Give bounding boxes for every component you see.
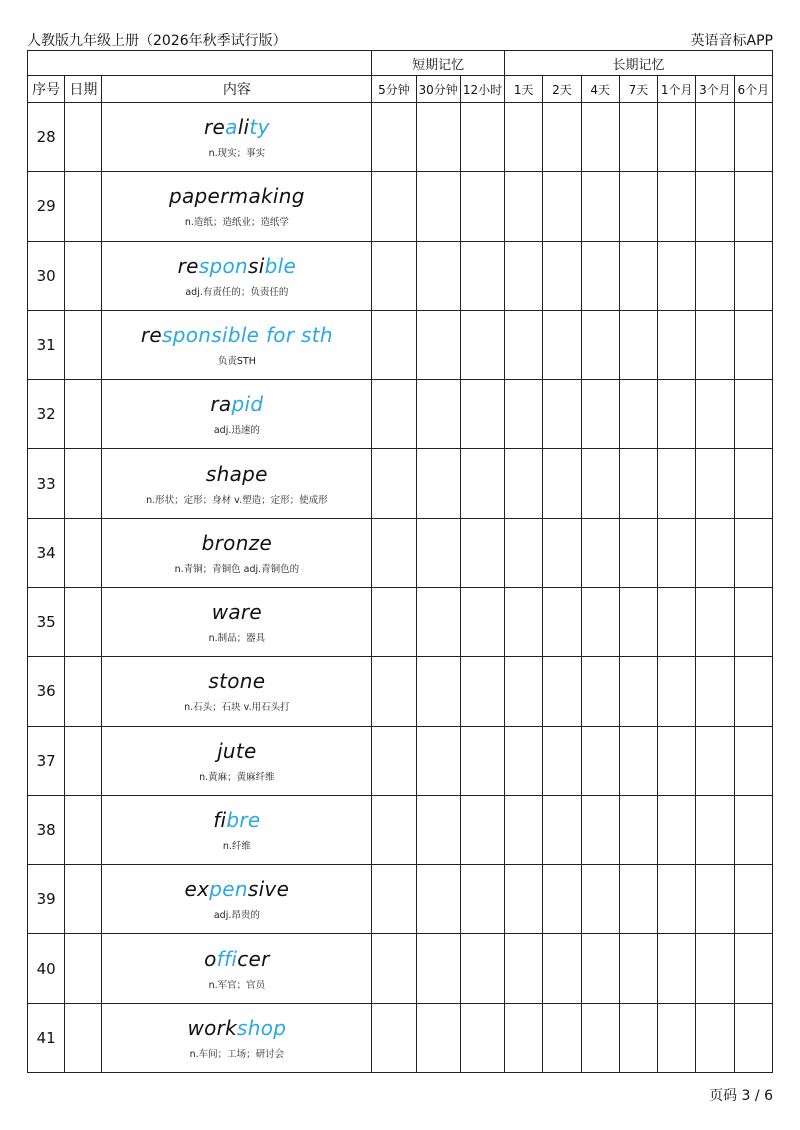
long-interval-header: 6个月 xyxy=(734,76,772,103)
review-check-cell[interactable] xyxy=(696,726,734,795)
review-check-cell[interactable] xyxy=(543,241,581,310)
review-check-cell[interactable] xyxy=(658,380,696,449)
word-meaning: adj.昂贵的 xyxy=(213,910,260,922)
review-check-cell[interactable] xyxy=(619,241,657,310)
review-check-cell[interactable] xyxy=(505,934,543,1003)
index-header: 序号 xyxy=(28,76,65,103)
word xyxy=(102,114,371,140)
review-check-cell[interactable] xyxy=(581,1003,619,1072)
table-row xyxy=(28,865,773,934)
review-check-cell[interactable] xyxy=(543,865,581,934)
review-check-cell[interactable] xyxy=(581,103,619,172)
table-row xyxy=(28,657,773,726)
word xyxy=(102,530,371,556)
review-check-cell[interactable] xyxy=(619,865,657,934)
word xyxy=(102,946,371,972)
review-check-cell[interactable] xyxy=(734,795,772,864)
table-row xyxy=(28,310,773,379)
review-check-cell[interactable] xyxy=(619,934,657,1003)
row-number: 41 xyxy=(28,1003,65,1072)
row-number: 31 xyxy=(28,310,65,379)
word xyxy=(102,183,371,209)
page-number: 页码 3 / 6 xyxy=(709,1088,773,1104)
review-check-cell[interactable] xyxy=(460,865,504,934)
review-check-cell[interactable] xyxy=(619,1003,657,1072)
date-header: 日期 xyxy=(65,76,102,103)
review-check-cell[interactable] xyxy=(543,449,581,518)
review-check-cell[interactable] xyxy=(505,380,543,449)
highlighted-syllable: ffi xyxy=(216,946,238,971)
review-check-cell[interactable] xyxy=(460,1003,504,1072)
review-check-cell[interactable] xyxy=(581,587,619,656)
content-header: 内容 xyxy=(102,76,372,103)
content-cell xyxy=(102,795,372,864)
review-check-cell[interactable] xyxy=(416,310,460,379)
content-cell xyxy=(102,380,372,449)
syllable: li xyxy=(237,115,250,140)
date-cell[interactable] xyxy=(65,172,102,241)
word xyxy=(102,1015,371,1041)
short-interval-header: 30分钟 xyxy=(416,76,460,103)
review-check-cell[interactable] xyxy=(696,380,734,449)
review-check-cell[interactable] xyxy=(581,657,619,726)
row-number: 37 xyxy=(28,726,65,795)
review-check-cell[interactable] xyxy=(416,172,460,241)
word xyxy=(102,738,371,764)
long-term-header: 长期记忆 xyxy=(505,51,773,76)
table-row xyxy=(28,587,773,656)
review-check-cell[interactable] xyxy=(581,795,619,864)
review-check-cell[interactable] xyxy=(460,380,504,449)
syllable: shape xyxy=(205,461,268,486)
review-check-cell[interactable] xyxy=(619,726,657,795)
row-number: 34 xyxy=(28,518,65,587)
review-check-cell[interactable] xyxy=(505,103,543,172)
syllable: ex xyxy=(184,877,210,902)
row-number: 32 xyxy=(28,380,65,449)
review-check-cell[interactable] xyxy=(619,103,657,172)
table-body xyxy=(28,103,773,1073)
review-check-cell[interactable] xyxy=(543,726,581,795)
review-check-cell[interactable] xyxy=(505,657,543,726)
review-check-cell[interactable] xyxy=(696,657,734,726)
word xyxy=(102,876,371,902)
highlighted-syllable: ty xyxy=(249,115,270,140)
review-check-cell[interactable] xyxy=(460,172,504,241)
review-check-cell[interactable] xyxy=(619,518,657,587)
review-check-cell[interactable] xyxy=(619,449,657,518)
long-interval-header: 2天 xyxy=(543,76,581,103)
date-cell[interactable] xyxy=(65,518,102,587)
review-check-cell[interactable] xyxy=(696,587,734,656)
syllable: jute xyxy=(217,738,257,763)
highlighted-syllable: ble xyxy=(264,253,297,278)
review-check-cell[interactable] xyxy=(460,310,504,379)
short-interval-header: 12小时 xyxy=(460,76,504,103)
review-check-cell[interactable] xyxy=(372,103,416,172)
table-row xyxy=(28,380,773,449)
review-check-cell[interactable] xyxy=(543,657,581,726)
review-check-cell[interactable] xyxy=(505,795,543,864)
review-check-cell[interactable] xyxy=(460,657,504,726)
review-check-cell[interactable] xyxy=(581,380,619,449)
review-check-cell[interactable] xyxy=(460,449,504,518)
content-cell xyxy=(102,934,372,1003)
date-cell[interactable] xyxy=(65,865,102,934)
date-cell[interactable] xyxy=(65,657,102,726)
row-number: 36 xyxy=(28,657,65,726)
short-interval-header: 5分钟 xyxy=(372,76,416,103)
word-meaning: n.黄麻；黄麻纤维 xyxy=(199,771,275,783)
review-check-cell[interactable] xyxy=(658,172,696,241)
word-meaning: n.车间；工场；研讨会 xyxy=(189,1048,285,1060)
review-check-cell[interactable] xyxy=(696,103,734,172)
review-check-cell[interactable] xyxy=(658,657,696,726)
row-number: 29 xyxy=(28,172,65,241)
word xyxy=(102,807,371,833)
review-check-cell[interactable] xyxy=(460,518,504,587)
content-cell xyxy=(102,657,372,726)
date-cell[interactable] xyxy=(65,103,102,172)
review-check-cell[interactable] xyxy=(460,241,504,310)
syllable: papermaking xyxy=(168,184,305,209)
review-check-cell[interactable] xyxy=(581,518,619,587)
long-interval-header: 4天 xyxy=(581,76,619,103)
review-check-cell[interactable] xyxy=(372,934,416,1003)
review-check-cell[interactable] xyxy=(416,449,460,518)
review-check-cell[interactable] xyxy=(581,865,619,934)
review-check-cell[interactable] xyxy=(372,657,416,726)
vocabulary-table xyxy=(27,50,773,1073)
syllable: re xyxy=(177,253,199,278)
date-cell[interactable] xyxy=(65,934,102,1003)
row-number: 33 xyxy=(28,449,65,518)
review-check-cell[interactable] xyxy=(734,449,772,518)
date-cell[interactable] xyxy=(65,587,102,656)
review-check-cell[interactable] xyxy=(372,865,416,934)
date-cell[interactable] xyxy=(65,449,102,518)
review-check-cell[interactable] xyxy=(460,795,504,864)
review-check-cell[interactable] xyxy=(416,380,460,449)
review-check-cell[interactable] xyxy=(581,310,619,379)
table-row xyxy=(28,934,773,1003)
content-cell xyxy=(102,518,372,587)
content-cell xyxy=(102,865,372,934)
review-check-cell[interactable] xyxy=(619,310,657,379)
review-check-cell[interactable] xyxy=(372,587,416,656)
word-meaning: adj.迅速的 xyxy=(213,425,260,437)
review-check-cell[interactable] xyxy=(581,449,619,518)
app-name: 英语音标APP xyxy=(690,33,773,49)
word-meaning: 负责STH xyxy=(217,355,256,367)
content-cell xyxy=(102,587,372,656)
table-row xyxy=(28,241,773,310)
review-check-cell[interactable] xyxy=(460,587,504,656)
table-row xyxy=(28,518,773,587)
table-row xyxy=(28,172,773,241)
review-check-cell[interactable] xyxy=(543,934,581,1003)
date-cell[interactable] xyxy=(65,1003,102,1072)
review-check-cell[interactable] xyxy=(696,795,734,864)
content-cell xyxy=(102,449,372,518)
short-term-header: 短期记忆 xyxy=(372,51,505,76)
review-check-cell[interactable] xyxy=(416,865,460,934)
review-check-cell[interactable] xyxy=(416,241,460,310)
review-check-cell[interactable] xyxy=(416,795,460,864)
word xyxy=(102,461,371,487)
review-check-cell[interactable] xyxy=(581,241,619,310)
review-check-cell[interactable] xyxy=(581,172,619,241)
review-check-cell[interactable] xyxy=(543,1003,581,1072)
review-check-cell[interactable] xyxy=(696,934,734,1003)
word xyxy=(102,668,371,694)
syllable: stone xyxy=(208,669,266,694)
review-check-cell[interactable] xyxy=(543,310,581,379)
long-interval-header: 3个月 xyxy=(696,76,734,103)
review-check-cell[interactable] xyxy=(734,241,772,310)
review-check-cell[interactable] xyxy=(734,865,772,934)
content-cell xyxy=(102,103,372,172)
review-check-cell[interactable] xyxy=(734,518,772,587)
review-check-cell[interactable] xyxy=(619,587,657,656)
row-number: 38 xyxy=(28,795,65,864)
highlighted-syllable: spon xyxy=(198,253,249,278)
word xyxy=(102,253,371,279)
syllable: bronze xyxy=(201,530,273,555)
review-check-cell[interactable] xyxy=(416,657,460,726)
highlighted-syllable: a xyxy=(225,115,238,140)
word-meaning: n.造纸；造纸业；造纸学 xyxy=(184,217,289,229)
review-check-cell[interactable] xyxy=(372,449,416,518)
review-check-cell[interactable] xyxy=(460,103,504,172)
review-check-cell[interactable] xyxy=(734,310,772,379)
word-meaning: n.纤维 xyxy=(222,840,251,852)
syllable: work xyxy=(187,1015,238,1040)
review-check-cell[interactable] xyxy=(734,726,772,795)
review-check-cell[interactable] xyxy=(505,587,543,656)
review-check-cell[interactable] xyxy=(416,587,460,656)
review-check-cell[interactable] xyxy=(734,1003,772,1072)
review-check-cell[interactable] xyxy=(658,587,696,656)
review-check-cell[interactable] xyxy=(658,1003,696,1072)
review-check-cell[interactable] xyxy=(372,241,416,310)
review-check-cell[interactable] xyxy=(416,518,460,587)
review-check-cell[interactable] xyxy=(696,518,734,587)
review-check-cell[interactable] xyxy=(619,657,657,726)
review-check-cell[interactable] xyxy=(581,726,619,795)
review-check-cell[interactable] xyxy=(658,934,696,1003)
review-check-cell[interactable] xyxy=(505,1003,543,1072)
syllable: sive xyxy=(247,877,290,902)
review-check-cell[interactable] xyxy=(696,310,734,379)
review-check-cell[interactable] xyxy=(734,657,772,726)
word xyxy=(102,599,371,625)
date-cell[interactable] xyxy=(65,380,102,449)
review-check-cell[interactable] xyxy=(696,172,734,241)
review-check-cell[interactable] xyxy=(696,241,734,310)
word-meaning: n.形状；定形；身材 v.塑造；定形；使成形 xyxy=(146,494,328,506)
row-number: 35 xyxy=(28,587,65,656)
long-interval-header: 1天 xyxy=(505,76,543,103)
syllable: ra xyxy=(210,392,232,417)
document-title: 人教版九年级上册（2026年秋季试行版） xyxy=(27,33,287,49)
syllable: si xyxy=(248,253,265,278)
review-check-cell[interactable] xyxy=(619,380,657,449)
long-interval-header: 1个月 xyxy=(658,76,696,103)
review-check-cell[interactable] xyxy=(658,726,696,795)
row-number: 40 xyxy=(28,934,65,1003)
review-check-cell[interactable] xyxy=(505,518,543,587)
table-row xyxy=(28,1003,773,1072)
table-row xyxy=(28,449,773,518)
date-cell[interactable] xyxy=(65,241,102,310)
review-check-cell[interactable] xyxy=(734,172,772,241)
review-check-cell[interactable] xyxy=(658,449,696,518)
review-check-cell[interactable] xyxy=(696,449,734,518)
review-check-cell[interactable] xyxy=(416,726,460,795)
review-check-cell[interactable] xyxy=(505,726,543,795)
content-cell xyxy=(102,172,372,241)
review-check-cell[interactable] xyxy=(372,518,416,587)
highlighted-syllable: pid xyxy=(231,392,264,417)
review-check-cell[interactable] xyxy=(581,934,619,1003)
review-check-cell[interactable] xyxy=(505,865,543,934)
row-number: 39 xyxy=(28,865,65,934)
review-check-cell[interactable] xyxy=(696,1003,734,1072)
content-cell xyxy=(102,241,372,310)
word xyxy=(102,391,371,417)
review-check-cell[interactable] xyxy=(658,241,696,310)
group-header-row xyxy=(28,51,773,76)
highlighted-syllable: sponsi xyxy=(162,322,228,347)
syllable: re xyxy=(204,115,226,140)
content-cell xyxy=(102,726,372,795)
syllable: cer xyxy=(237,946,270,971)
syllable: o xyxy=(204,946,217,971)
table-row xyxy=(28,103,773,172)
review-check-cell[interactable] xyxy=(543,103,581,172)
long-interval-header: 7天 xyxy=(619,76,657,103)
review-check-cell[interactable] xyxy=(372,310,416,379)
review-check-cell[interactable] xyxy=(734,934,772,1003)
highlighted-syllable: bre xyxy=(226,807,261,832)
review-check-cell[interactable] xyxy=(543,518,581,587)
content-cell xyxy=(102,1003,372,1072)
review-check-cell[interactable] xyxy=(734,587,772,656)
row-number: 30 xyxy=(28,241,65,310)
word-meaning: n.军官；官员 xyxy=(208,979,266,991)
review-check-cell[interactable] xyxy=(619,795,657,864)
review-check-cell[interactable] xyxy=(460,934,504,1003)
date-cell[interactable] xyxy=(65,310,102,379)
review-check-cell[interactable] xyxy=(658,518,696,587)
review-check-cell[interactable] xyxy=(658,795,696,864)
review-check-cell[interactable] xyxy=(658,310,696,379)
word-meaning: n.石头；石块 v.用石头打 xyxy=(184,702,290,714)
review-check-cell[interactable] xyxy=(416,103,460,172)
word-meaning: n.青铜；青铜色 adj.青铜色的 xyxy=(174,563,300,575)
word-meaning: n.现实；事实 xyxy=(208,148,266,160)
review-check-cell[interactable] xyxy=(543,795,581,864)
row-number: 28 xyxy=(28,103,65,172)
review-check-cell[interactable] xyxy=(734,380,772,449)
date-cell[interactable] xyxy=(65,726,102,795)
review-check-cell[interactable] xyxy=(658,865,696,934)
review-check-cell[interactable] xyxy=(505,172,543,241)
review-check-cell[interactable] xyxy=(416,934,460,1003)
highlighted-syllable: pen xyxy=(209,877,248,902)
review-check-cell[interactable] xyxy=(460,726,504,795)
review-check-cell[interactable] xyxy=(372,726,416,795)
table-row xyxy=(28,726,773,795)
syllable: ware xyxy=(211,600,263,625)
review-check-cell[interactable] xyxy=(505,241,543,310)
syllable: fi xyxy=(213,807,227,832)
review-check-cell[interactable] xyxy=(734,103,772,172)
review-check-cell[interactable] xyxy=(658,103,696,172)
review-check-cell[interactable] xyxy=(543,172,581,241)
highlighted-syllable: ble for sth xyxy=(227,322,333,347)
blank-header-cell xyxy=(28,51,372,76)
review-check-cell[interactable] xyxy=(619,172,657,241)
word-meaning: adj.有责任的；负责任的 xyxy=(185,286,289,298)
date-cell[interactable] xyxy=(65,795,102,864)
word-meaning: n.制品；器具 xyxy=(208,633,266,645)
review-check-cell[interactable] xyxy=(372,380,416,449)
word xyxy=(102,322,371,348)
review-check-cell[interactable] xyxy=(416,1003,460,1072)
review-check-cell[interactable] xyxy=(372,1003,416,1072)
review-check-cell[interactable] xyxy=(696,865,734,934)
content-cell xyxy=(102,310,372,379)
review-check-cell[interactable] xyxy=(372,795,416,864)
highlighted-syllable: shop xyxy=(237,1015,287,1040)
review-check-cell[interactable] xyxy=(543,587,581,656)
column-header-row xyxy=(28,76,773,103)
review-check-cell[interactable] xyxy=(372,172,416,241)
review-check-cell[interactable] xyxy=(505,449,543,518)
review-check-cell[interactable] xyxy=(505,310,543,379)
table-row xyxy=(28,795,773,864)
review-check-cell[interactable] xyxy=(543,380,581,449)
syllable: re xyxy=(140,322,163,347)
